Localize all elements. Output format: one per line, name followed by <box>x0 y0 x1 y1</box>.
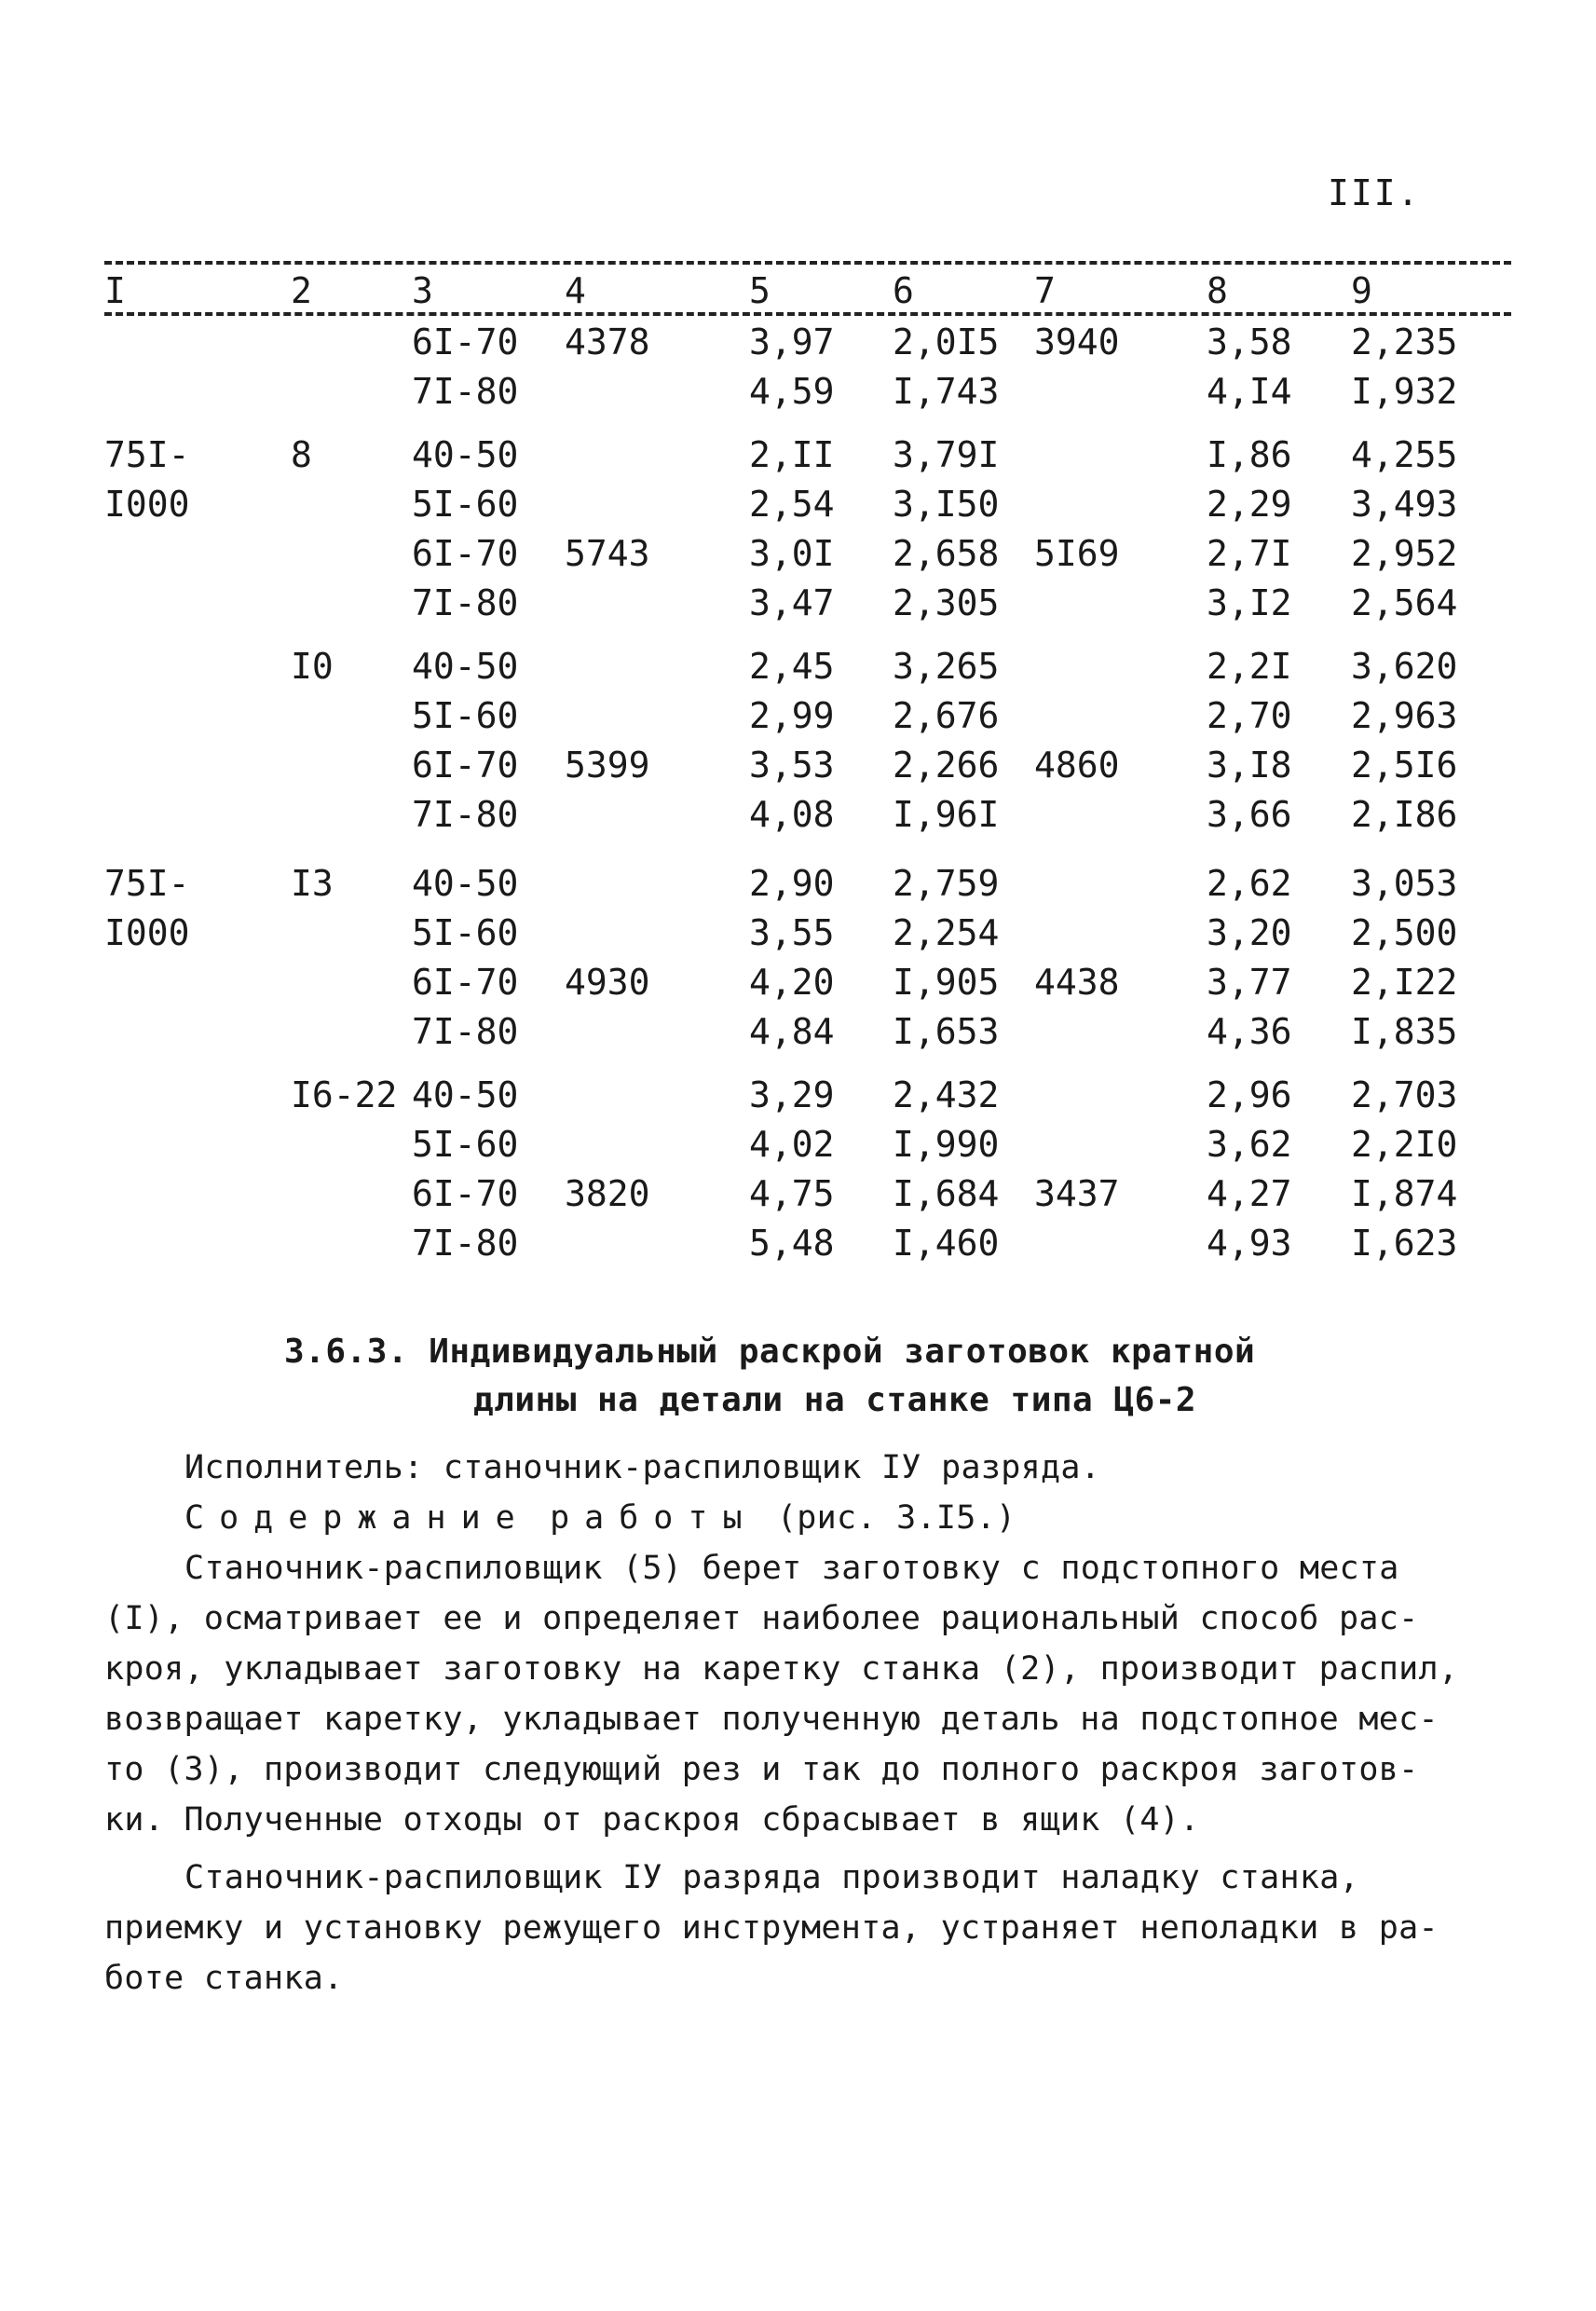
table-cell: 2,703 <box>1351 1074 1458 1115</box>
table-cell: 2,7I <box>1207 533 1292 574</box>
table-cell: 2,90 <box>749 863 835 904</box>
table-cell: 2,266 <box>893 745 1000 786</box>
table-cell: 3,55 <box>749 912 835 953</box>
paragraph-line: (I), осматривает ее и определяет наиболее рациональный способ рас- <box>104 1600 1419 1637</box>
table-cell: 2,I86 <box>1351 794 1458 835</box>
table-cell: 3820 <box>565 1173 650 1214</box>
table-cell: 3437 <box>1034 1173 1120 1214</box>
table-cell: I,86 <box>1207 434 1292 475</box>
paragraph-line: возвращает каретку, укладывает полученную деталь на подстопное мес- <box>104 1701 1439 1738</box>
paragraph-line: Станочник-распиловщик (5) берет заготовку с подстопного места <box>184 1550 1399 1587</box>
executor-line: Исполнитель: станочник-распиловщик IУ разряда. <box>184 1449 1101 1486</box>
content-label: Содержание <box>184 1499 530 1537</box>
table-cell: 5I-60 <box>412 1124 519 1165</box>
table-cell: 4,08 <box>749 794 835 835</box>
table-cell: 3,493 <box>1351 484 1458 525</box>
table-cell: 3,I2 <box>1207 582 1292 623</box>
table-cell: 5I69 <box>1034 533 1120 574</box>
table-cell: 3,29 <box>749 1074 835 1115</box>
table-cell: I,623 <box>1351 1223 1458 1264</box>
table-cell: 2,62 <box>1207 863 1292 904</box>
table-cell: 4,27 <box>1207 1173 1292 1214</box>
table-cell: 3,0I <box>749 533 835 574</box>
table-cell: I,684 <box>893 1173 1000 1214</box>
table-cell: 4860 <box>1034 745 1120 786</box>
table-cell: 40-50 <box>412 646 519 687</box>
section-heading-line-2: длины на детали на станке типа Ц6-2 <box>473 1381 1197 1419</box>
table-cell: 4,75 <box>749 1173 835 1214</box>
content-label-2: работы <box>550 1499 757 1537</box>
table-cell: 2,II <box>749 434 835 475</box>
table-cell: 4,02 <box>749 1124 835 1165</box>
table-cell: 2,759 <box>893 863 1000 904</box>
section-heading-line-1: 3.6.3. Индивидуальный раскрой заготовок кратной <box>284 1333 1256 1371</box>
table-cell: 2,70 <box>1207 695 1292 736</box>
table-cell: 5399 <box>565 745 650 786</box>
table-cell: 2,564 <box>1351 582 1458 623</box>
table-cell: 6I-70 <box>412 1173 519 1214</box>
table-cell: I,905 <box>893 962 1000 1003</box>
table-cell: 4930 <box>565 962 650 1003</box>
table-header-col-1: I <box>104 270 126 311</box>
table-cell: 3,53 <box>749 745 835 786</box>
table-cell: 4,20 <box>749 962 835 1003</box>
table-cell: 6I-70 <box>412 745 519 786</box>
table-cell: 7I-80 <box>412 371 519 412</box>
table-cell: 2,99 <box>749 695 835 736</box>
content-figure-ref: (рис. 3.I5.) <box>776 1499 1016 1537</box>
table-cell: 75I- <box>104 863 190 904</box>
table-header-col-3: 3 <box>412 270 433 311</box>
table-cell: 3,20 <box>1207 912 1292 953</box>
table-header-col-2: 2 <box>291 270 312 311</box>
table-cell: 5I-60 <box>412 695 519 736</box>
table-cell: 3940 <box>1034 321 1120 362</box>
table-cell: 2,96 <box>1207 1074 1292 1115</box>
table-cell: 2,235 <box>1351 321 1458 362</box>
table-cell: I0 <box>291 646 334 687</box>
table-cell: 2,54 <box>749 484 835 525</box>
table-cell: 3,79I <box>893 434 1000 475</box>
table-cell: 6I-70 <box>412 321 519 362</box>
table-cell: 7I-80 <box>412 1011 519 1052</box>
table-cell: 2,0I5 <box>893 321 1000 362</box>
page-number: III. <box>1328 172 1421 213</box>
table-cell: I,990 <box>893 1124 1000 1165</box>
paragraph-line: приемку и установку режущего инструмента, устраняет неполадки в ра- <box>104 1909 1439 1947</box>
table-header-col-9: 9 <box>1351 270 1372 311</box>
table-header-col-4: 4 <box>565 270 586 311</box>
table-cell: 4,59 <box>749 371 835 412</box>
paragraph-line: кроя, укладывает заготовку на каретку станка (2), производит распил, <box>104 1650 1459 1688</box>
table-cell: I,460 <box>893 1223 1000 1264</box>
table-cell: 75I- <box>104 434 190 475</box>
table-cell: 2,658 <box>893 533 1000 574</box>
table-cell: 3,620 <box>1351 646 1458 687</box>
table-cell: 2,5I6 <box>1351 745 1458 786</box>
table-header-col-5: 5 <box>749 270 771 311</box>
table-cell: 3,I8 <box>1207 745 1292 786</box>
table-cell: I000 <box>104 912 190 953</box>
table-cell: 3,053 <box>1351 863 1458 904</box>
paragraph-line: то (3), производит следующий рез и так до полного раскроя заготов- <box>104 1751 1419 1788</box>
table-cell: I6-22 <box>291 1074 398 1115</box>
table-header-col-7: 7 <box>1034 270 1056 311</box>
table-cell: 3,58 <box>1207 321 1292 362</box>
table-cell: 4,93 <box>1207 1223 1292 1264</box>
table-cell: 7I-80 <box>412 1223 519 1264</box>
table-cell: 2,305 <box>893 582 1000 623</box>
table-cell: I,932 <box>1351 371 1458 412</box>
table-cell: 4378 <box>565 321 650 362</box>
table-cell: 3,66 <box>1207 794 1292 835</box>
table-cell: 5,48 <box>749 1223 835 1264</box>
table-cell: 40-50 <box>412 434 519 475</box>
table-cell: 6I-70 <box>412 533 519 574</box>
table-cell: 2,2I <box>1207 646 1292 687</box>
table-cell: 2,254 <box>893 912 1000 953</box>
table-cell: 5I-60 <box>412 912 519 953</box>
table-cell: 3,97 <box>749 321 835 362</box>
content-line <box>184 1493 1016 1543</box>
table-cell: 7I-80 <box>412 794 519 835</box>
table-cell: 7I-80 <box>412 582 519 623</box>
table-cell: I,653 <box>893 1011 1000 1052</box>
table-cell: I000 <box>104 484 190 525</box>
table-cell: 4,I4 <box>1207 371 1292 412</box>
table-cell: 8 <box>291 434 312 475</box>
table-cell: 3,62 <box>1207 1124 1292 1165</box>
table-cell: I,96I <box>893 794 1000 835</box>
table-cell: 2,I22 <box>1351 962 1458 1003</box>
table-cell: 2,432 <box>893 1074 1000 1115</box>
table-cell: 2,29 <box>1207 484 1292 525</box>
table-cell: 3,I50 <box>893 484 1000 525</box>
paragraph-line: Станочник-распиловщик IУ разряда производит наладку станка, <box>184 1859 1359 1896</box>
table-cell: I,743 <box>893 371 1000 412</box>
table-header-col-8: 8 <box>1207 270 1228 311</box>
table-cell: 4,255 <box>1351 434 1458 475</box>
table-cell: I,835 <box>1351 1011 1458 1052</box>
table-cell: 6I-70 <box>412 962 519 1003</box>
paragraph-line: ки. Полученные отходы от раскроя сбрасывает в ящик (4). <box>104 1801 1200 1839</box>
table-cell: I3 <box>291 863 334 904</box>
table-cell: 2,2I0 <box>1351 1124 1458 1165</box>
table-cell: 5I-60 <box>412 484 519 525</box>
table-cell: 4,84 <box>749 1011 835 1052</box>
table-cell: 2,500 <box>1351 912 1458 953</box>
table-cell: 4,36 <box>1207 1011 1292 1052</box>
table-cell: 5743 <box>565 533 650 574</box>
paragraph-line: боте станка. <box>104 1960 344 1997</box>
table-cell: 3,77 <box>1207 962 1292 1003</box>
table-cell: 40-50 <box>412 863 519 904</box>
table-cell: 2,952 <box>1351 533 1458 574</box>
table-cell: I,874 <box>1351 1173 1458 1214</box>
table-cell: 2,45 <box>749 646 835 687</box>
table-header-col-6: 6 <box>893 270 914 311</box>
table-cell: 3,47 <box>749 582 835 623</box>
table-cell: 2,676 <box>893 695 1000 736</box>
table-cell: 3,265 <box>893 646 1000 687</box>
table-cell: 40-50 <box>412 1074 519 1115</box>
table-cell: 4438 <box>1034 962 1120 1003</box>
table-cell: 2,963 <box>1351 695 1458 736</box>
